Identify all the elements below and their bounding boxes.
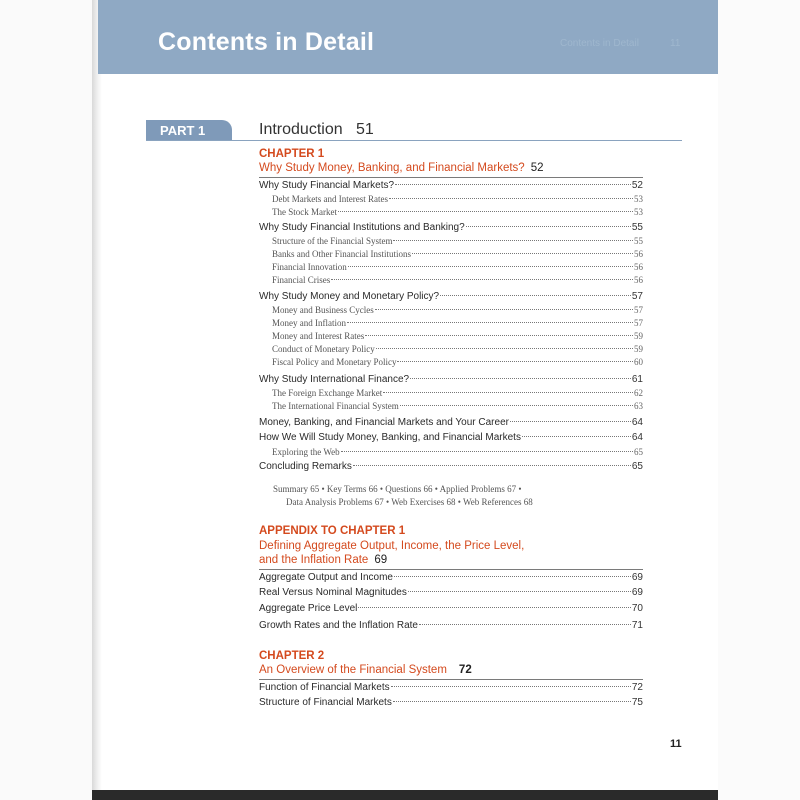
toc-entry-page: 60: [634, 357, 643, 367]
scan-margin-right: [718, 0, 800, 800]
toc-entry: [259, 572, 643, 583]
chapter1-divider: [259, 177, 643, 178]
toc-entry-label: Aggregate Output and Income: [259, 572, 393, 583]
toc-entry-page: 61: [631, 374, 643, 385]
toc-entry-label: Aggregate Price Level: [259, 603, 358, 614]
toc-entry-page: 59: [634, 344, 643, 354]
toc-entry-label: Banks and Other Financial Institutions: [272, 249, 411, 259]
part-page: 51: [355, 121, 374, 138]
toc-entry-page: 56: [634, 275, 643, 285]
appendix-number: APPENDIX TO CHAPTER 1: [259, 525, 406, 537]
toc-entry-label: The Stock Market: [272, 207, 337, 217]
toc-entry-label: Exploring the Web: [272, 447, 340, 457]
toc-entry-page: 52: [631, 180, 643, 191]
toc-entry-page: 59: [634, 331, 643, 341]
part-title: [259, 121, 374, 139]
appendix-title-line2-text: and the Inflation Rate: [259, 554, 369, 566]
toc-leader-dots: [391, 686, 631, 687]
chapter1-title-text: Why Study Money, Banking, and Financial Markets?: [259, 162, 525, 174]
toc-leader-dots: [400, 405, 633, 406]
toc-leader-dots: [375, 309, 633, 310]
toc-entry-page: 69: [631, 587, 643, 598]
toc-entry-page: 57: [634, 318, 643, 328]
toc-entry: [272, 447, 643, 457]
toc-entry-page: 53: [634, 194, 643, 204]
chapter1-summary-line2: Data Analysis Problems 67 • Web Exercises 68 • Web References 68: [286, 497, 533, 507]
toc-entry-page: 65: [634, 447, 643, 457]
page-title: Contents in Detail: [158, 28, 375, 56]
toc-entry: [259, 682, 643, 693]
toc-entry-label: Function of Financial Markets: [259, 682, 390, 693]
toc-leader-dots: [466, 226, 631, 227]
toc-entry-label: Growth Rates and the Inflation Rate: [259, 620, 418, 631]
toc-entry-page: 71: [631, 620, 643, 631]
toc-entry-page: 62: [634, 388, 643, 398]
toc-leader-dots: [341, 451, 633, 452]
scan-margin-left: [0, 0, 96, 800]
toc-leader-dots: [389, 198, 633, 199]
toc-entry-label: Money and Inflation: [272, 318, 346, 328]
toc-entry: [272, 305, 643, 315]
toc-entry: [272, 262, 643, 272]
toc-entry: [259, 603, 643, 614]
toc-entry-page: 65: [631, 461, 643, 472]
toc-entry-label: Why Study Money and Monetary Policy?: [259, 291, 440, 302]
toc-entry-label: Real Versus Nominal Magnitudes: [259, 587, 407, 598]
toc-leader-dots: [331, 279, 633, 280]
appendix-page: 69: [374, 554, 388, 566]
part-label: PART 1: [146, 120, 232, 141]
toc-entry-label: Why Study Financial Institutions and Banking?: [259, 222, 465, 233]
toc-entry: [272, 344, 643, 354]
toc-entry: [259, 587, 643, 598]
toc-entry-page: 64: [631, 417, 643, 428]
toc-entry: [259, 417, 643, 428]
chapter2-number: CHAPTER 2: [259, 650, 325, 662]
chapter2-page: 72: [458, 664, 472, 676]
chapter2-title-text: An Overview of the Financial System: [259, 664, 447, 676]
toc-entry-page: 56: [634, 262, 643, 272]
toc-entry-label: Why Study International Finance?: [259, 374, 410, 385]
toc-entry-page: 53: [634, 207, 643, 217]
toc-leader-dots: [395, 184, 631, 185]
toc-leader-dots: [419, 624, 631, 625]
toc-entry-label: The Foreign Exchange Market: [272, 388, 383, 398]
appendix-title-line1: Defining Aggregate Output, Income, the Price Level,: [259, 540, 525, 552]
toc-leader-dots: [397, 361, 633, 362]
toc-entry-label: Conduct of Monetary Policy: [272, 344, 375, 354]
chapter1-number: CHAPTER 1: [259, 148, 325, 160]
toc-entry-page: 70: [631, 603, 643, 614]
toc-entry: [272, 207, 643, 217]
toc-entry: [272, 401, 643, 411]
toc-entry-label: Structure of Financial Markets: [259, 697, 392, 708]
toc-entry-label: The International Financial System: [272, 401, 399, 411]
toc-entry-page: 64: [631, 432, 643, 443]
toc-entry: [272, 318, 643, 328]
appendix-divider: [259, 569, 643, 570]
toc-leader-dots: [394, 576, 631, 577]
toc-leader-dots: [348, 266, 633, 267]
header-faint-text: Contents in Detail: [560, 38, 639, 49]
toc-entry: [272, 249, 643, 259]
toc-entry-label: Debt Markets and Interest Rates: [272, 194, 388, 204]
chapter1-page: 52: [530, 162, 544, 174]
toc-leader-dots: [393, 240, 633, 241]
toc-leader-dots: [358, 607, 630, 608]
toc-entry-page: 57: [631, 291, 643, 302]
toc-entry: [259, 620, 643, 631]
header-faint-number: 11: [670, 38, 681, 49]
page-gutter-shadow: [92, 0, 102, 800]
toc-leader-dots: [410, 378, 631, 379]
toc-entry: [272, 357, 643, 367]
toc-entry-page: 56: [634, 249, 643, 259]
toc-entry-label: How We Will Study Money, Banking, and Financial Markets: [259, 432, 521, 443]
toc-leader-dots: [376, 348, 633, 349]
toc-leader-dots: [440, 295, 631, 296]
toc-entry: [272, 388, 643, 398]
scan-margin-bottom-left: [0, 790, 92, 800]
toc-leader-dots: [365, 335, 633, 336]
toc-entry: [259, 461, 643, 472]
toc-leader-dots: [393, 701, 631, 702]
toc-entry-label: Money, Banking, and Financial Markets and Your Career: [259, 417, 509, 428]
toc-entry: [272, 194, 643, 204]
toc-entry-page: 69: [631, 572, 643, 583]
toc-entry-label: Money and Business Cycles: [272, 305, 374, 315]
toc-entry-label: Financial Innovation: [272, 262, 347, 272]
toc-entry-page: 57: [634, 305, 643, 315]
toc-leader-dots: [412, 253, 633, 254]
scan-bottom-edge: [92, 790, 718, 800]
chapter1-summary-line1: Summary 65 • Key Terms 66 • Questions 66 • Applied Problems 67 •: [273, 484, 522, 494]
part-divider: [146, 140, 682, 141]
toc-entry-label: Money and Interest Rates: [272, 331, 365, 341]
page-number: 11: [670, 738, 682, 750]
toc-entry: [259, 222, 643, 233]
toc-entry-label: Fiscal Policy and Monetary Policy: [272, 357, 397, 367]
chapter2-title: [259, 663, 472, 677]
part-title-text: Introduction: [259, 121, 343, 138]
toc-entry: [272, 275, 643, 285]
chapter2-divider: [259, 679, 643, 680]
toc-entry-label: Financial Crises: [272, 275, 331, 285]
chapter1-title: [259, 161, 544, 175]
toc-entry: [272, 331, 643, 341]
toc-leader-dots: [522, 436, 631, 437]
toc-entry: [259, 697, 643, 708]
toc-entry: [272, 236, 643, 246]
toc-entry-page: 75: [631, 697, 643, 708]
toc-entry-page: 72: [631, 682, 643, 693]
toc-leader-dots: [338, 211, 633, 212]
toc-leader-dots: [383, 392, 633, 393]
toc-entry: [259, 291, 643, 302]
toc-entry-label: Why Study Financial Markets?: [259, 180, 395, 191]
toc-entry-label: Structure of the Financial System: [272, 236, 393, 246]
toc-entry-page: 63: [634, 401, 643, 411]
toc-leader-dots: [510, 421, 631, 422]
toc-leader-dots: [347, 322, 633, 323]
toc-leader-dots: [408, 591, 631, 592]
toc-entry-label: Concluding Remarks: [259, 461, 352, 472]
toc-entry-page: 55: [634, 236, 643, 246]
toc-entry: [259, 180, 643, 191]
toc-entry-page: 55: [631, 222, 643, 233]
appendix-title-line2: [259, 553, 387, 567]
toc-leader-dots: [353, 465, 631, 466]
toc-entry: [259, 374, 643, 385]
toc-entry: [259, 432, 643, 443]
